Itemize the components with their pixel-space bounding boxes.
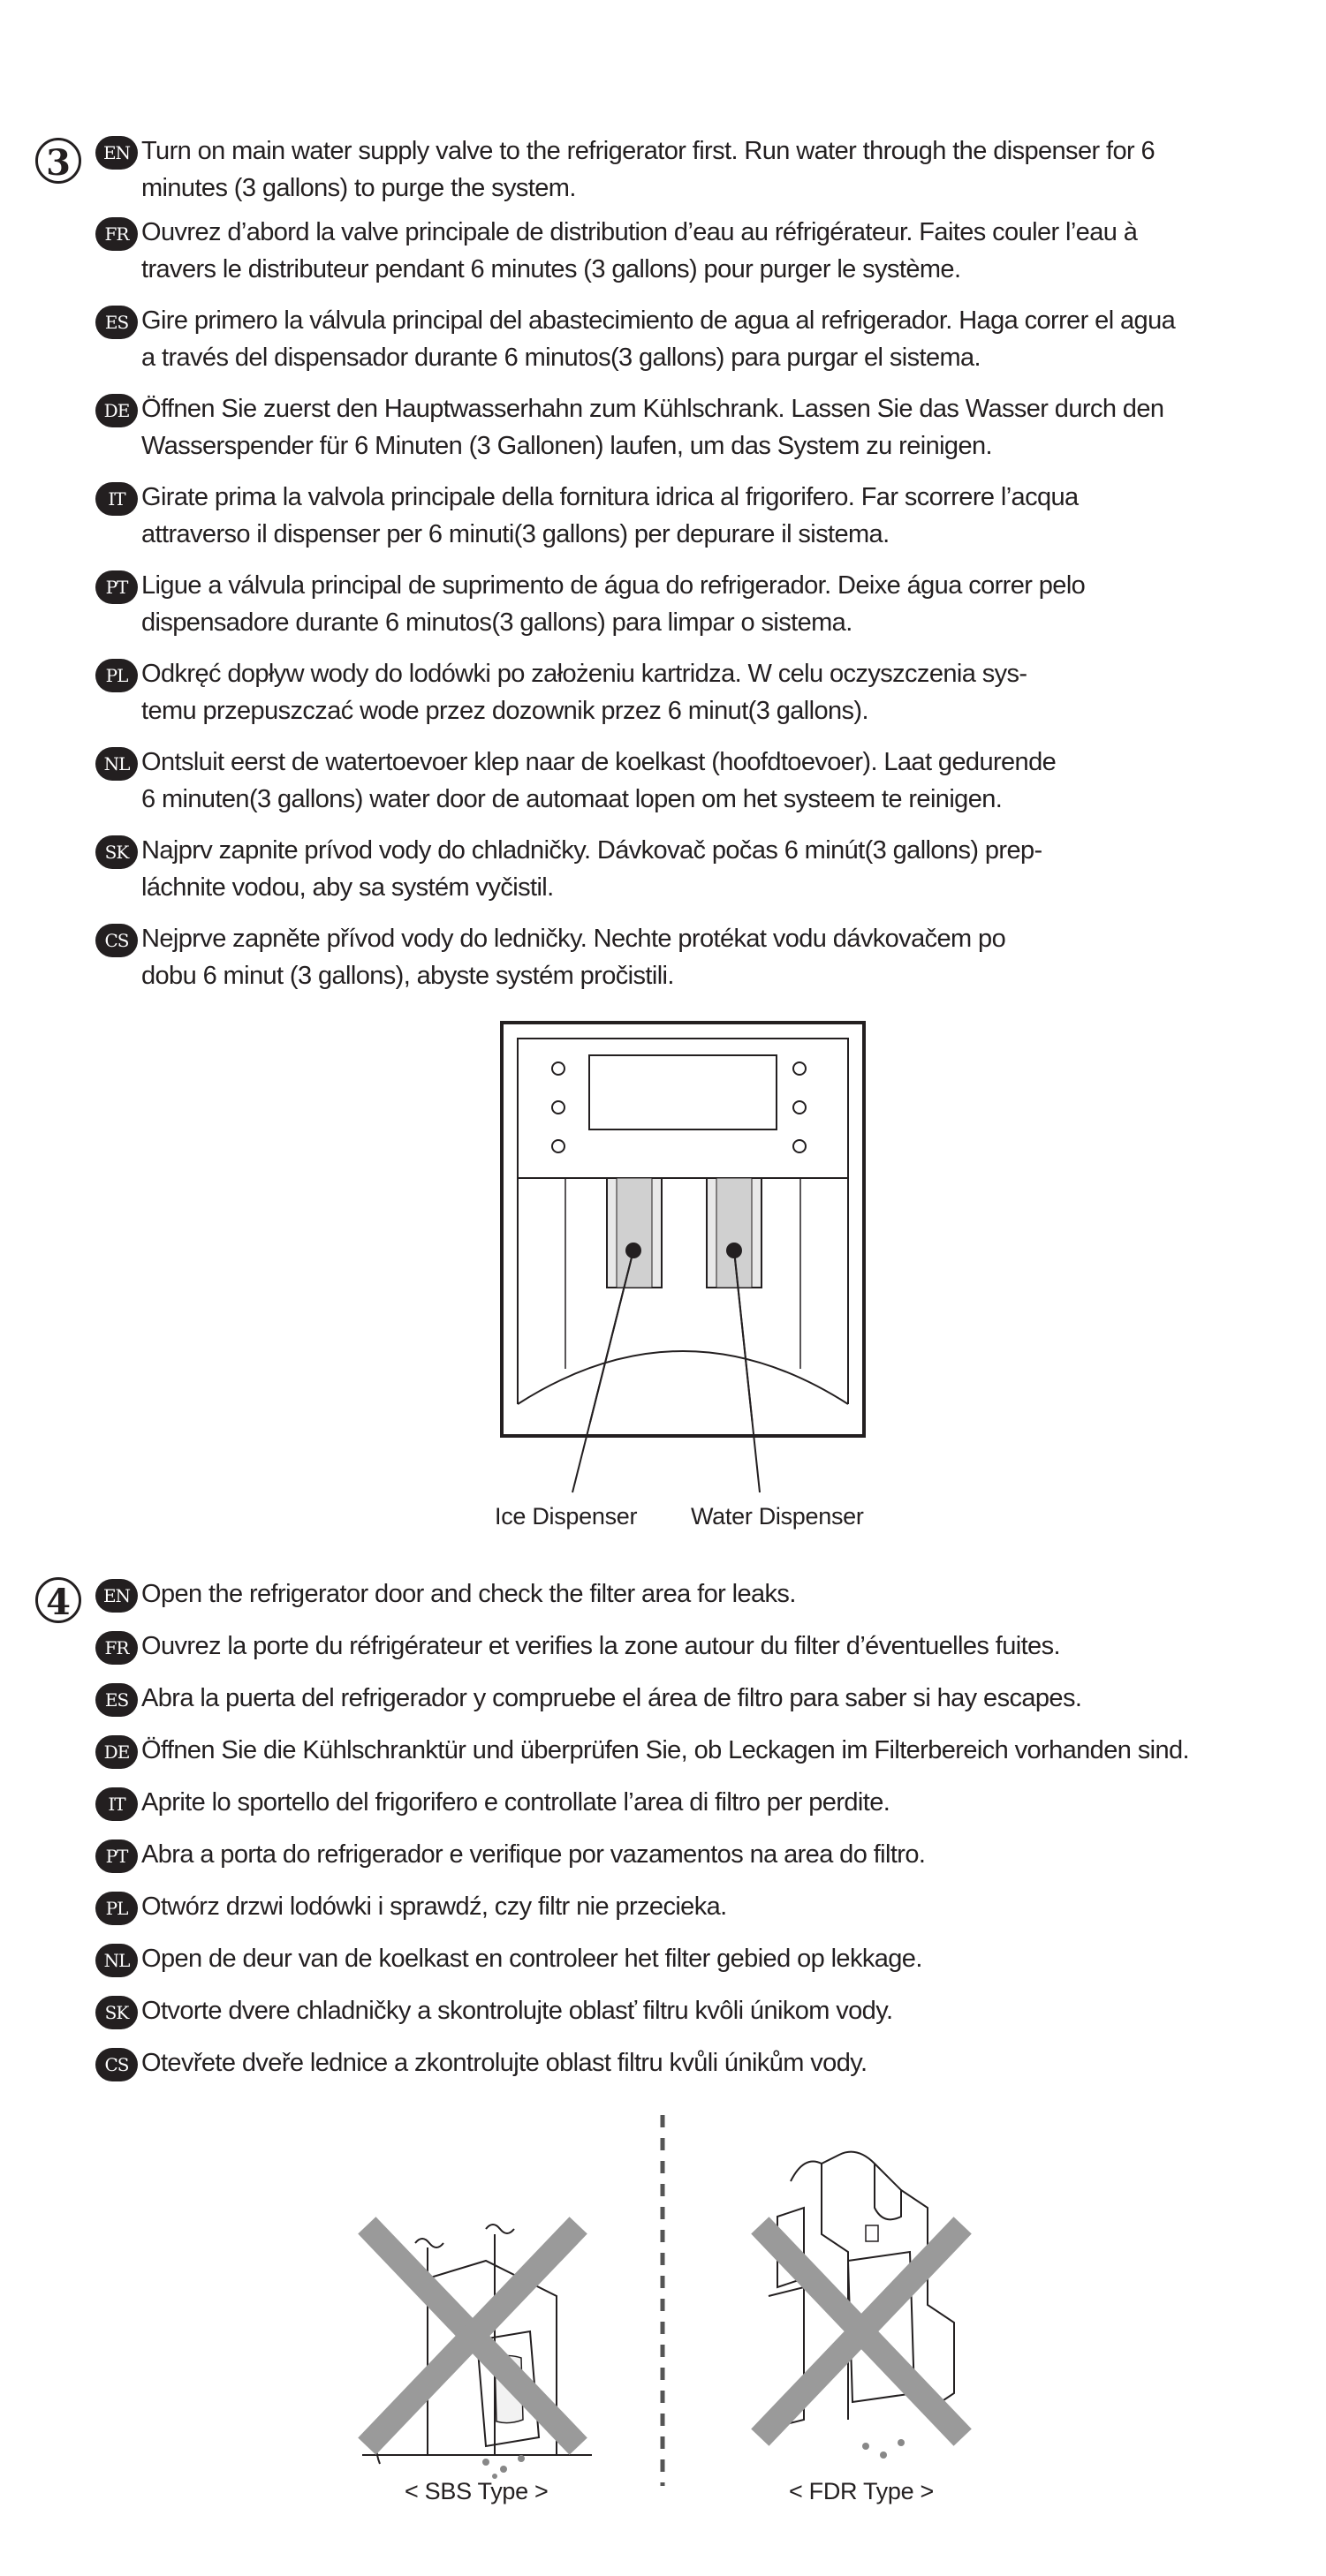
- instruction-line: dobu 6 minut (3 gallons), abyste systém pročistili.: [141, 962, 674, 990]
- dashed-divider: [654, 2115, 671, 2486]
- instruction-line: Turn on main water supply valve to the refrigerator first. Run water through the dispenser for 6: [141, 137, 1156, 165]
- instruction-line: Ouvrez d’abord la valve principale de distribution d’eau au réfrigérateur. Faites couler l’eau à: [141, 218, 1138, 246]
- instruction-line: Aprite lo sportello del frigorifero e controllate l’area di filtro per perdite.: [141, 1788, 890, 1817]
- lang-badge-de: DE: [95, 1735, 138, 1769]
- instruction-line: láchnite vodou, aby sa systém vyčistil.: [141, 873, 554, 902]
- instruction-line: Najprv zapnite prívod vody do chladničky. Dávkovač počas 6 minút(3 gallons) prep-: [141, 836, 1042, 865]
- instruction-line: Abra a porta do refrigerador e verifique por vazamentos na area do filtro.: [141, 1840, 926, 1869]
- water-drop-icon: [500, 2466, 507, 2473]
- lang-badge-sk: SK: [95, 1996, 138, 2029]
- lang-badge-de: DE: [95, 394, 138, 427]
- lang-badge-es: ES: [95, 306, 138, 339]
- lang-badge-cs: CS: [95, 924, 138, 957]
- instruction-line: attraverso il dispenser per 6 minuti(3 gallons) per depurare il sistema.: [141, 520, 890, 548]
- instruction-line: Abra la puerta del refrigerador y compruebe el área de filtro para saber si hay escapes.: [141, 1684, 1082, 1712]
- water-drop-icon: [880, 2451, 887, 2459]
- lang-badge-cs: CS: [95, 2048, 138, 2081]
- lang-badge-en: EN: [95, 136, 138, 170]
- water-drop-icon: [482, 2459, 489, 2466]
- step-3-number: 3: [35, 138, 81, 184]
- instruction-line: Ouvrez la porte du réfrigérateur et verifies la zone autour du filter d’éventuelles fuites.: [141, 1632, 1060, 1660]
- instruction-line: Ligue a válvula principal de suprimento de água do refrigerador. Deixe água correr pelo: [141, 571, 1086, 600]
- water-drop-icon: [518, 2455, 525, 2462]
- instruction-line: Girate prima la valvola principale della fornitura idrica al frigorifero. Far scorrere l’acqua: [141, 483, 1079, 511]
- lang-badge-it: IT: [95, 1787, 138, 1821]
- instruction-line: Open the refrigerator door and check the filter area for leaks.: [141, 1580, 796, 1608]
- instruction-line: Open de deur van de koelkast en controleer het filter gebied op lekkage.: [141, 1945, 922, 1973]
- fdr-type-label: < FDR Type >: [789, 2478, 934, 2504]
- instruction-line: Ontsluit eerst de watertoevoer klep naar de koelkast (hoofdtoevoer). Laat gedurende: [141, 748, 1057, 776]
- instruction-line: Öffnen Sie zuerst den Hauptwasserhahn zum Kühlschrank. Lassen Sie das Wasser durch den: [141, 395, 1164, 423]
- instruction-line: Gire primero la válvula principal del abastecimiento de agua al refrigerador. Haga correr el agua: [141, 306, 1176, 335]
- step-4-number: 4: [35, 1577, 81, 1623]
- pointer-lines: [495, 1016, 875, 1519]
- lang-badge-pt: PT: [95, 570, 138, 604]
- instruction-line: travers le distributeur pendant 6 minutes (3 gallons) pour purger le système.: [141, 255, 961, 283]
- instruction-line: 6 minuten(3 gallons) water door de automaat lopen om het systeem te reinigen.: [141, 785, 1003, 813]
- lang-badge-pl: PL: [95, 1892, 138, 1925]
- instruction-line: Wasserspender für 6 Minuten (3 Gallonen) laufen, um das System zu reinigen.: [141, 432, 992, 460]
- lang-badge-pl: PL: [95, 659, 138, 692]
- instruction-line: a través del dispensador durante 6 minutos(3 gallons) para purgar el sistema.: [141, 344, 981, 372]
- instruction-line: Odkręć dopływ wody do lodówki po założeniu kartridza. W celu oczyszczenia sys-: [141, 660, 1027, 688]
- instruction-line: minutes (3 gallons) to purge the system.: [141, 174, 576, 202]
- lang-badge-pt: PT: [95, 1839, 138, 1873]
- instruction-line: Öffnen Sie die Kühlschranktür und überprüfen Sie, ob Leckagen im Filterbereich vorhanden sind.: [141, 1736, 1189, 1764]
- instruction-line: Otevřete dveře lednice a zkontrolujte oblast filtru kvůli únikům vody.: [141, 2049, 868, 2077]
- lang-badge-it: IT: [95, 482, 138, 516]
- lang-badge-fr: FR: [95, 1631, 138, 1665]
- instruction-line: Otwórz drzwi lodówki i sprawdź, czy filtr nie przecieka.: [141, 1892, 727, 1921]
- lang-badge-nl: NL: [95, 1944, 138, 1977]
- instruction-line: Otvorte dvere chladničky a skontrolujte oblasť filtru kvôli únikom vody.: [141, 1997, 893, 2025]
- instruction-line: temu przepuszczać wode przez dozownik przez 6 minut(3 gallons).: [141, 697, 868, 725]
- lang-badge-nl: NL: [95, 747, 138, 781]
- lang-badge-sk: SK: [95, 835, 138, 869]
- sbs-type-label: < SBS Type >: [405, 2478, 549, 2504]
- water-drop-icon: [862, 2443, 869, 2450]
- sbs-type-illustration: [353, 2164, 601, 2482]
- ice-dispenser-label: Ice Dispenser: [495, 1503, 638, 1530]
- fdr-type-illustration: [751, 2128, 972, 2482]
- water-drop-icon: [898, 2439, 905, 2446]
- lang-badge-es: ES: [95, 1683, 138, 1717]
- instruction-line: dispensadore durante 6 minutos(3 gallons) para limpar o sistema.: [141, 608, 852, 637]
- water-dispenser-label: Water Dispenser: [691, 1503, 864, 1530]
- instruction-line: Nejprve zapněte přívod vody do ledničky. Nechte protékat vodu dávkovačem po: [141, 925, 1006, 953]
- lang-badge-fr: FR: [95, 217, 138, 251]
- lang-badge-en: EN: [95, 1579, 138, 1613]
